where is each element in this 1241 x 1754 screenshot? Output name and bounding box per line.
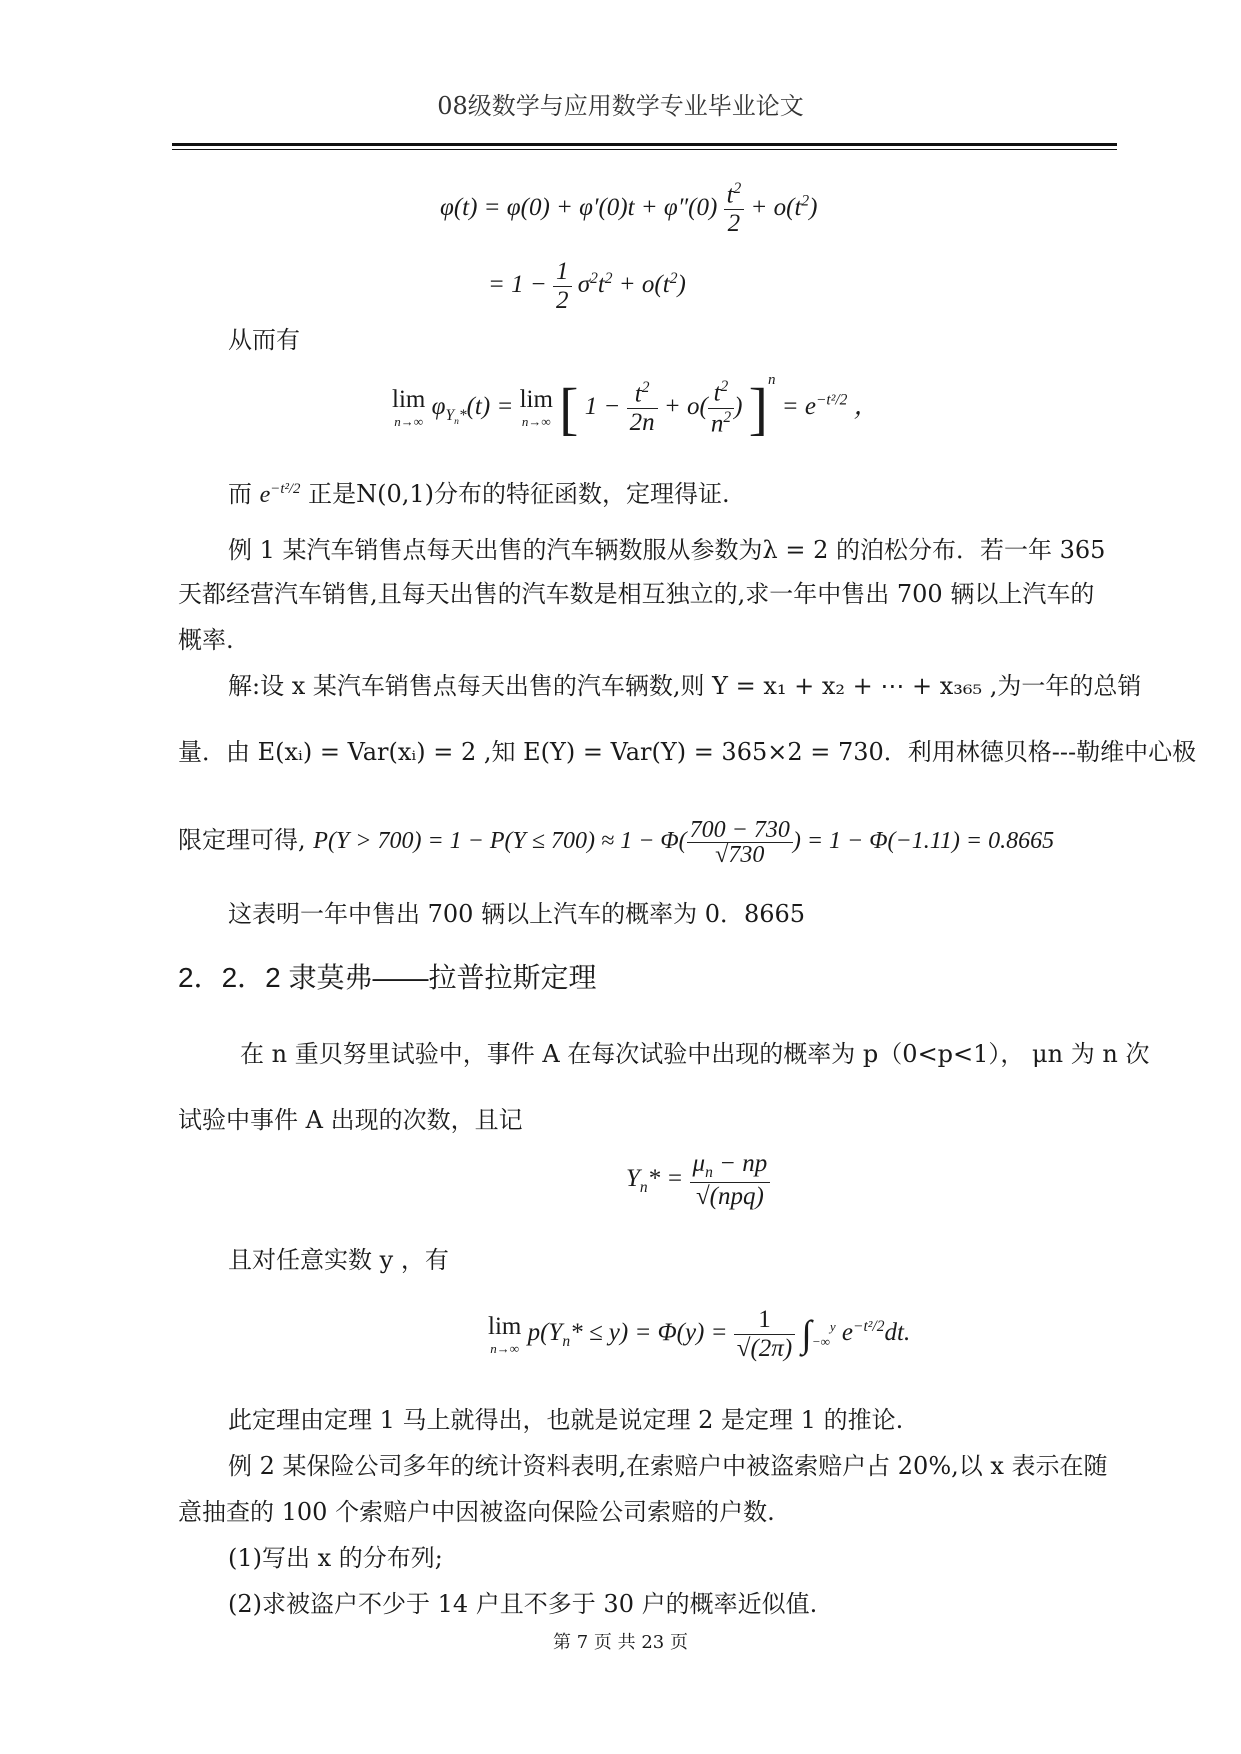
text-solution-line1: 解:设 x 某汽车销售点每天出售的汽车辆数,则 Y = x₁ + x₂ + ⋯ + x₃₆₅ ,为一年的总销 (228, 672, 1142, 700)
page-footer: 第 7 页 共 23 页 (553, 1632, 688, 1653)
formula-limit: lim n→∞ $\varphi_{Y_n*}(t)$ = lim n→∞ [ 1 − $\frac{t^2}{2n}$ + o( $\frac{t^2}{n^2}$ ) ]$^n = e^{-t^2/2}$ ， (392, 372, 879, 441)
text-example1-line1: 例 1 某汽车销售点每天出售的汽车辆数服从参数为λ = 2 的泊松分布．若一年 365 (228, 536, 1106, 564)
text-any-real: 且对任意实数 y ，有 (228, 1246, 449, 1274)
text-question1: (1)写出 x 的分布列; (228, 1544, 443, 1572)
text-solution-line3-prefix: 限定理可得, (178, 826, 306, 855)
section-heading: 2．2．2 隶莫弗——拉普拉斯定理 (178, 962, 597, 993)
page-header-title: 08级数学与应用数学专业毕业论文 (437, 92, 804, 120)
formula-taylor-line-1: φ(t) = φ(0) + φ′(0)t + φ″(0) $\frac{t^2}{2}$ + $o(t^2)$ (440, 180, 818, 238)
header-rule-thin (172, 149, 1117, 150)
formula-demoivre-limit: lim n→∞ $p(Y_n* \le y) = \Phi(y)$ = $\frac{1}{√(2\pi)}$ $\int_{-\infty}^y$ $e^{-t^2/2}dt$. (488, 1306, 911, 1362)
text-er-prefix: 而 (228, 480, 252, 508)
formula-probability: P(Y > 700) = 1 − P(Y ≤ 700) ≈ 1 − Φ( $\frac{700 - 730}{√730}$ ) = 1 − Φ(−1.11) = 0.8665 (313, 817, 1055, 868)
formula-taylor-line-2: = 1 − $\frac{1}{2}$ $\sigma^2t^2 + o(t^2)$ (488, 258, 686, 314)
text-bernoulli-line1: 在 n 重贝努里试验中，事件 A 在每次试验中出现的概率为 p（0<p<1）， μn 为 n 次 (240, 1040, 1150, 1068)
text-er-line: 而 $e^{-t^2/2}$ 正是N(0,1)分布的特征函数，定理得证. (228, 480, 730, 508)
text-example1-line3: 概率. (178, 626, 234, 654)
text-example1-line2: 天都经营汽车销售,且每天出售的汽车数是相互独立的,求一年中售出 700 辆以上汽车的 (178, 580, 1095, 608)
text-example2-line2: 意抽查的 100 个索赔户中因被盗向保险公司索赔的户数. (178, 1498, 775, 1526)
text-er-suffix: 正是N(0,1)分布的特征函数，定理得证. (308, 480, 730, 508)
text-conclusion: 这表明一年中售出 700 辆以上汽车的概率为 0．8665 (228, 900, 806, 928)
text-corollary: 此定理由定理 1 马上就得出，也就是说定理 2 是定理 1 的推论. (228, 1406, 904, 1434)
text-example2-line1: 例 2 某保险公司多年的统计资料表明,在索赔户中被盗索赔户占 20%,以 x 表示在随 (228, 1452, 1108, 1480)
text-congerhave: 从而有 (228, 326, 300, 354)
text-solution-line3 (178, 818, 1054, 867)
header-rule-thick (172, 143, 1117, 146)
text-question2: (2)求被盗户不少于 14 户且不多于 30 户的概率近似值. (228, 1590, 818, 1618)
text-bernoulli-line2: 试验中事件 A 出现的次数，且记 (178, 1106, 523, 1134)
text-solution-line2: 量．由 E(xᵢ) = Var(xᵢ) = 2 ,知 E(Y) = Var(Y) = 365×2 = 730．利用林德贝格---勒维中心极 (178, 738, 1197, 766)
formula-yn-definition: $Y_n*$ = $\frac{\mu_n - np}{\text{√(npq)}}$ (626, 1150, 770, 1211)
